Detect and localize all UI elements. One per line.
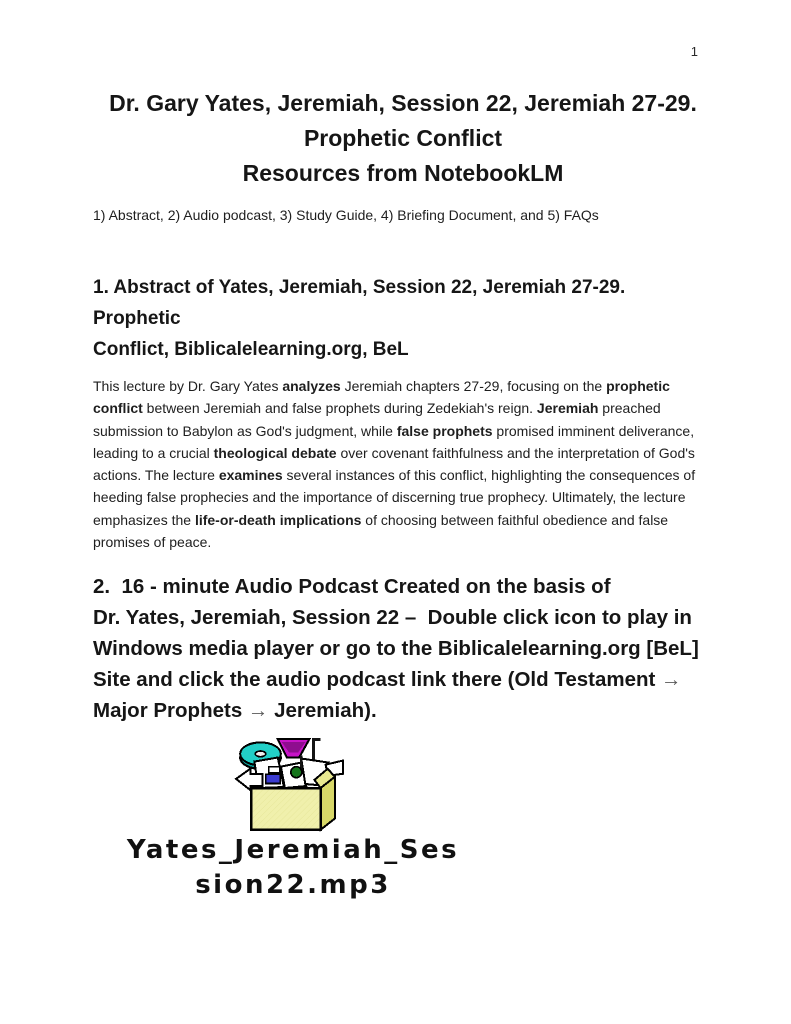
title-line-3: Resources from NotebookLM — [242, 160, 564, 186]
document-content — [0, 86, 791, 903]
title-line-1: Dr. Gary Yates, Jeremiah, Session 22, Jeremiah 27-29. — [109, 90, 697, 116]
podcast-heading-line-4: Site and click the audio podcast link there (Old Testament → — [93, 668, 682, 692]
audio-file-object[interactable] — [93, 735, 713, 903]
title-line-2: Prophetic Conflict — [303, 125, 503, 151]
abstract-section-heading — [93, 272, 713, 365]
document-title — [93, 86, 713, 191]
abstract-paragraph: This lecture by Dr. Gary Yates analyzes Jeremiah chapters 27-29, focusing on the prophetic conflict between Jeremiah and false prophets during Zedekiah's reign. Jeremiah preached submission to Babylon as God's judgment, while false prophets promised imminent deliverance, leading to a crucial theological debate over covenant faithfulness and the interpretation of God's actions. The lecture examines several instances of this conflict, highlighting the consequences of heeding false prophecies and the importance of discerning true prophecy. Ultimately, the lecture emphasizes the life-or-death implications of choosing between faithful obedience and false promises of peace. — [93, 378, 696, 551]
media-package-icon[interactable] — [232, 735, 346, 837]
file-name-line-2: sion22.mp3 — [195, 870, 391, 901]
abstract-heading-line-1: 1. Abstract of Yates, Jeremiah, Session 22, Jeremiah 27-29. Prophetic — [93, 277, 626, 329]
file-name-line-1: Yates_Jeremiah_Ses — [126, 835, 460, 866]
page-number: 1 — [690, 44, 698, 59]
podcast-heading-line-3: Windows media player or go to the Biblicalelearning.org [BeL] — [93, 637, 699, 661]
podcast-heading-line-2: Dr. Yates, Jeremiah, Session 22 – Double click icon to play in — [93, 606, 692, 630]
abstract-heading-line-2: Conflict, Biblicalelearning.org, BeL — [93, 339, 409, 360]
podcast-heading-line-1: 2. 16 - minute Audio Podcast Created on the basis of — [93, 575, 611, 599]
audio-file-name — [93, 833, 493, 903]
resource-list-line: 1) Abstract, 2) Audio podcast, 3) Study Guide, 4) Briefing Document, and 5) FAQs — [93, 207, 599, 223]
podcast-heading-line-5: Major Prophets → Jeremiah). — [93, 699, 377, 723]
podcast-section-heading — [93, 571, 713, 726]
